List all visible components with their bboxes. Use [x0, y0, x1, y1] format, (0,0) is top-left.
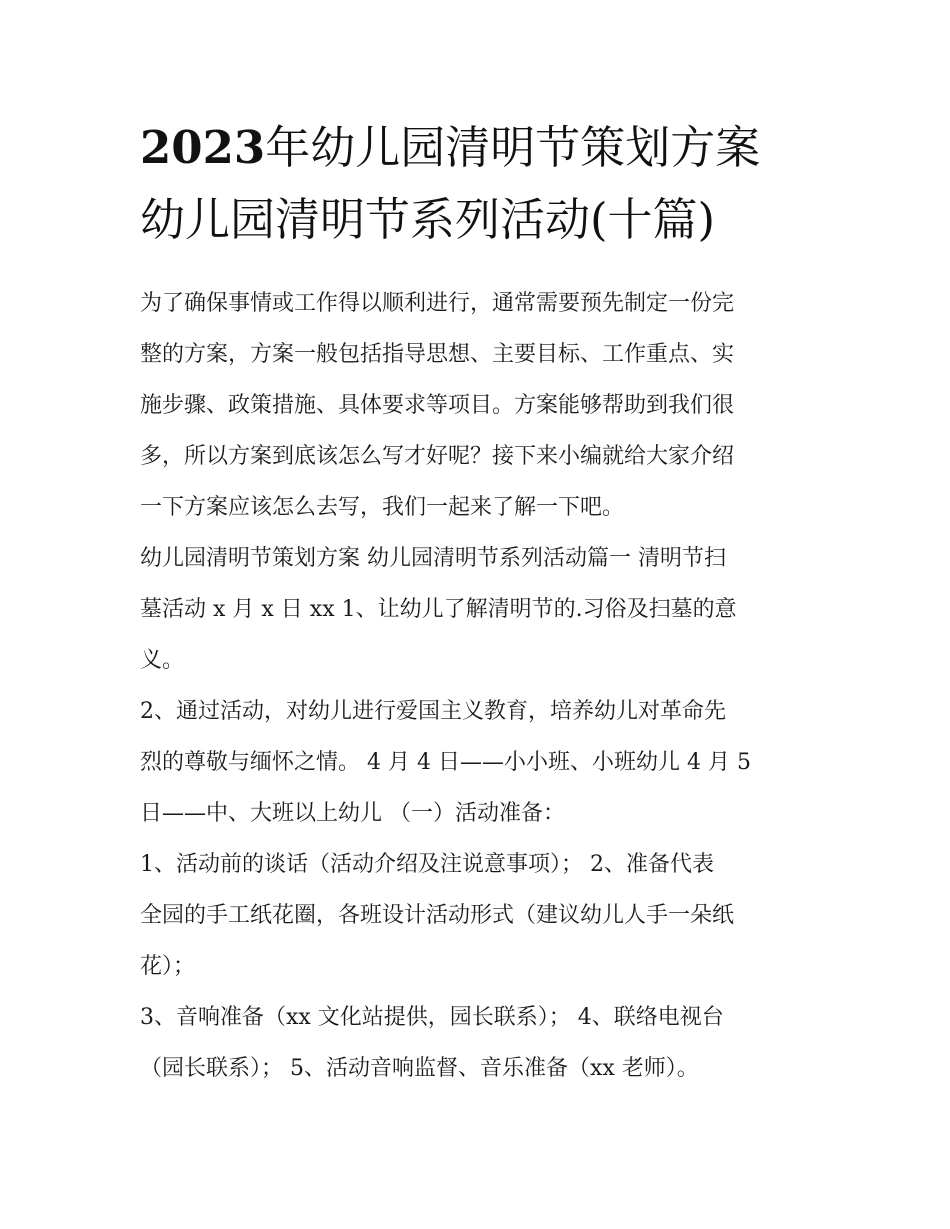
paragraph-line: 烈的尊敬与缅怀之情。 4 月 4 日——小小班、小班幼儿 4 月 5	[140, 750, 751, 775]
paragraph-prep-items-continued	[140, 992, 820, 1094]
document-body	[140, 278, 820, 1094]
title-year: 2023	[140, 121, 266, 174]
paragraph-intro	[140, 278, 820, 533]
paragraph-line: 日——中、大班以上幼儿 （一）活动准备：	[140, 801, 565, 826]
document-title	[140, 112, 820, 256]
title-line-2: 幼儿园清明节系列活动(十篇)	[140, 193, 716, 246]
paragraph-line: 3、音响准备（xx 文化站提供，园长联系）； 4、联络电视台	[140, 1005, 724, 1030]
paragraph-section-one	[140, 533, 820, 686]
paragraph-prep-items	[140, 839, 820, 992]
paragraph-line: 多，所以方案到底该怎么写才好呢？接下来小编就给大家介绍	[140, 444, 735, 469]
paragraph-line: 一下方案应该怎么去写，我们一起来了解一下吧。	[140, 495, 625, 520]
paragraph-line: （园长联系）； 5、活动音响监督、音乐准备（xx 老师）。	[140, 1056, 699, 1081]
paragraph-goal-two	[140, 686, 820, 839]
title-line-1-text: 年幼儿园清明节策划方案	[265, 121, 761, 174]
paragraph-line: 为了确保事情或工作得以顺利进行，通常需要预先制定一份完	[140, 291, 735, 316]
paragraph-line: 施步骤、政策措施、具体要求等项目。方案能够帮助到我们很	[140, 393, 735, 418]
paragraph-line: 1、活动前的谈话（活动介绍及注说意事项）； 2、准备代表	[140, 852, 714, 877]
paragraph-line: 全园的手工纸花圈，各班设计活动形式（建议幼儿人手一朵纸	[140, 903, 735, 928]
paragraph-line: 义。	[140, 648, 185, 673]
paragraph-line: 2、通过活动，对幼儿进行爱国主义教育，培养幼儿对革命先	[140, 699, 726, 724]
paragraph-line: 墓活动 x 月 x 日 xx 1、让幼儿了解清明节的.习俗及扫墓的意	[140, 597, 737, 622]
paragraph-line: 整的方案，方案一般包括指导思想、主要目标、工作重点、实	[140, 342, 735, 367]
title-line-1	[140, 112, 820, 184]
paragraph-line: 花）；	[140, 954, 196, 979]
paragraph-line: 幼儿园清明节策划方案 幼儿园清明节系列活动篇一 清明节扫	[140, 546, 726, 571]
